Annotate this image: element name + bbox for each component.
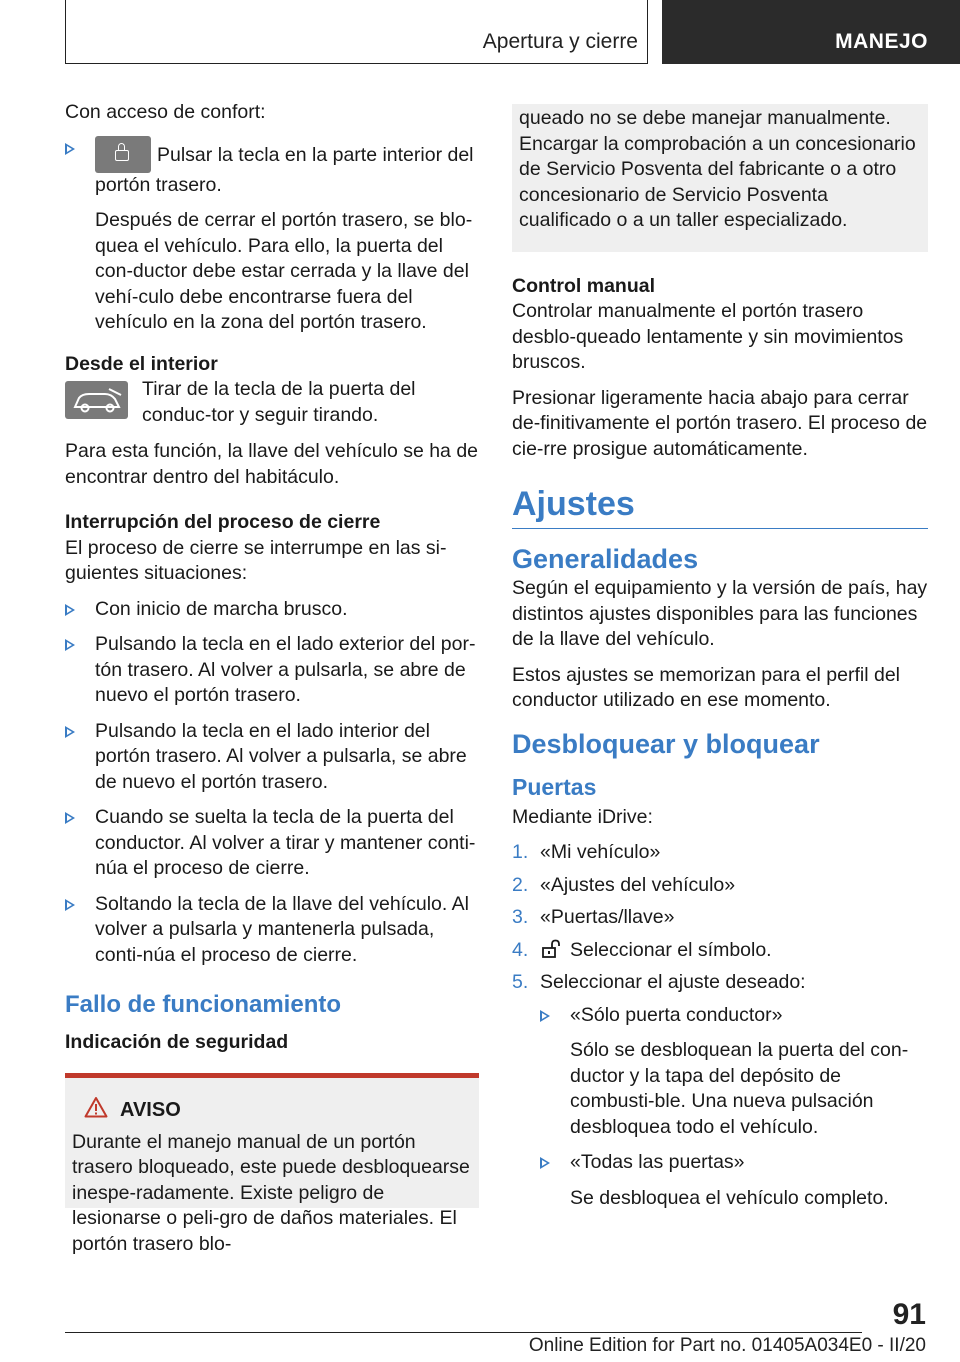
warning-triangle-icon xyxy=(84,1096,108,1118)
bullet-triangle-icon xyxy=(65,726,75,738)
unlock-car-symbol-icon xyxy=(540,939,566,959)
list-item xyxy=(65,136,479,199)
step-number: 3. xyxy=(512,906,529,928)
interior-text: Tirar de la tecla de la puerta del conduc-tor y seguir tirando. xyxy=(142,378,416,426)
step-text: Seleccionar el símbolo. xyxy=(570,938,772,961)
warning-text: Durante el manejo manual de un portón trasero bloqueado, este puede desbloquearse inespe-radamente. Existe peligro de lesionarse o peli-gro de daños materiales. El portón trasero blo- xyxy=(72,1130,470,1255)
header-section-title: Apertura y cierre xyxy=(482,30,638,53)
tailgate-lock-key-icon xyxy=(95,136,151,173)
sub-list-item xyxy=(512,1150,928,1176)
list-item-text: Con inicio de marcha brusco. xyxy=(95,597,348,620)
list-item xyxy=(65,805,479,882)
list-item xyxy=(65,597,479,623)
bullet-triangle-icon xyxy=(540,1010,550,1022)
sub-list-item-title: «Sólo puerta conductor» xyxy=(570,1003,783,1026)
list-item xyxy=(65,632,479,709)
right-column xyxy=(512,104,928,1221)
list-item-text: Soltando la tecla de la llave del vehículo. Al volver a pulsarla y mantenerla pulsada, conti-núa el proceso de cierre. xyxy=(95,892,469,966)
list-item-text: Pulsar la tecla en la parte interior del portón trasero. xyxy=(95,143,474,196)
sub-list-item xyxy=(512,1003,928,1029)
bullet-triangle-icon xyxy=(65,899,75,911)
warning-title xyxy=(72,1098,471,1124)
page-number: 91 xyxy=(892,1298,926,1331)
step-text: «Ajustes del vehículo» xyxy=(540,873,736,896)
footer-divider xyxy=(65,1332,862,1333)
list-item xyxy=(512,938,928,964)
section-heading-general: Generalidades xyxy=(512,543,699,574)
step-number: 5. xyxy=(512,971,529,993)
section-heading-interrupt: Interrupción del proceso de cierre xyxy=(65,511,381,533)
interior-row xyxy=(65,377,479,429)
paragraph: Mediante iDrive: xyxy=(512,805,653,828)
paragraph: Para esta función, la llave del vehículo se ha de encontrar dentro del habitáculo. xyxy=(65,440,479,488)
list-item xyxy=(512,873,928,899)
section-heading-manual: Control manual xyxy=(512,274,656,297)
step-number: 1. xyxy=(512,841,529,863)
list-item xyxy=(65,892,479,969)
list-item xyxy=(512,905,928,931)
paragraph: Después de cerrar el portón trasero, se blo-quea el vehículo. Para ello, la puerta del con-ductor debe estar cerrada y la llave del vehí-culo debe encontrarse fuera del vehículo en la zona del portón trasero. xyxy=(95,209,473,333)
paragraph: Se desbloquea el vehículo completo. xyxy=(570,1186,889,1209)
paragraph: El proceso de cierre se interrumpe en las si-guientes situaciones: xyxy=(65,536,447,584)
list-item xyxy=(512,970,928,996)
warning-box-continued xyxy=(512,104,928,252)
bullet-triangle-icon xyxy=(65,639,75,651)
step-text: «Puertas/llave» xyxy=(540,906,675,928)
car-tailgate-icon xyxy=(65,381,128,419)
bullet-triangle-icon xyxy=(540,1157,550,1169)
warning-box xyxy=(65,1073,479,1255)
left-column xyxy=(65,100,479,1255)
list-item-text: Pulsando la tecla en el lado interior del portón trasero. Al volver a pulsarla, se abre de nuevo el portón trasero. xyxy=(95,719,467,793)
paragraph: Con acceso de confort: xyxy=(65,101,266,123)
step-text: Seleccionar el ajuste deseado: xyxy=(540,971,806,993)
bullet-triangle-icon xyxy=(65,143,75,155)
list-item-text: Cuando se suelta la tecla de la puerta del conductor. Al volver a tirar y mantener conti-núa el proceso de cierre. xyxy=(95,806,476,879)
bullet-triangle-icon xyxy=(65,604,75,616)
bullet-triangle-icon xyxy=(65,812,75,824)
list-item xyxy=(65,719,479,796)
paragraph: Según el equipamiento y la versión de país, hay distintos ajustes disponibles para las funciones de la llave del vehículo. xyxy=(512,577,928,650)
page-header xyxy=(0,0,960,66)
step-number: 2. xyxy=(512,873,529,896)
chapter-heading-ajustes: Ajustes xyxy=(512,492,928,529)
step-number: 4. xyxy=(512,938,529,961)
section-heading-desbloquear: Desbloquear y bloquear xyxy=(512,728,820,759)
sub-list-item-title: «Todas las puertas» xyxy=(570,1151,745,1173)
list-item xyxy=(512,840,928,866)
footer-edition: Online Edition for Part no. 01405A034E0 - II/20 xyxy=(528,1335,926,1356)
list-item-text: Pulsando la tecla en el lado exterior del por-tón trasero. Al volver a pulsarla, se abre de nuevo el portón trasero. xyxy=(95,633,476,706)
paragraph: Presionar ligeramente hacia abajo para cerrar de-finitivamente el portón trasero. El proceso de cie-rre prosigue automáticamente. xyxy=(512,386,928,460)
section-heading-interior: Desde el interior xyxy=(65,352,218,375)
paragraph: Controlar manualmente el portón trasero desblo-queado lentamente y sin movimientos bruscos. xyxy=(512,300,904,373)
warning-text-continued: queado no se debe manejar manualmente. Encargar la comprobación a un concesionario de Servicio Posventa del fabricante o a otro concesionario de Servicio Posventa cualificado o a un taller especializado. xyxy=(519,107,916,231)
section-heading-fallo: Fallo de funcionamiento xyxy=(65,991,342,1018)
subsection-heading-puertas: Puertas xyxy=(512,774,597,800)
header-chapter-tab xyxy=(662,0,960,64)
step-text: «Mi vehículo» xyxy=(540,841,661,863)
warning-title-text: AVISO xyxy=(120,1099,181,1121)
paragraph: Sólo se desbloquean la puerta del con-ductor y la tapa del depósito de combusti-ble. Una nueva pulsación desbloquea todo el vehículo. xyxy=(570,1039,909,1138)
header-chapter-label: MANEJO xyxy=(835,30,928,53)
paragraph: Estos ajustes se memorizan para el perfil del conductor utilizado en ese momento. xyxy=(512,663,901,711)
section-heading-seguridad: Indicación de seguridad xyxy=(65,1030,289,1053)
